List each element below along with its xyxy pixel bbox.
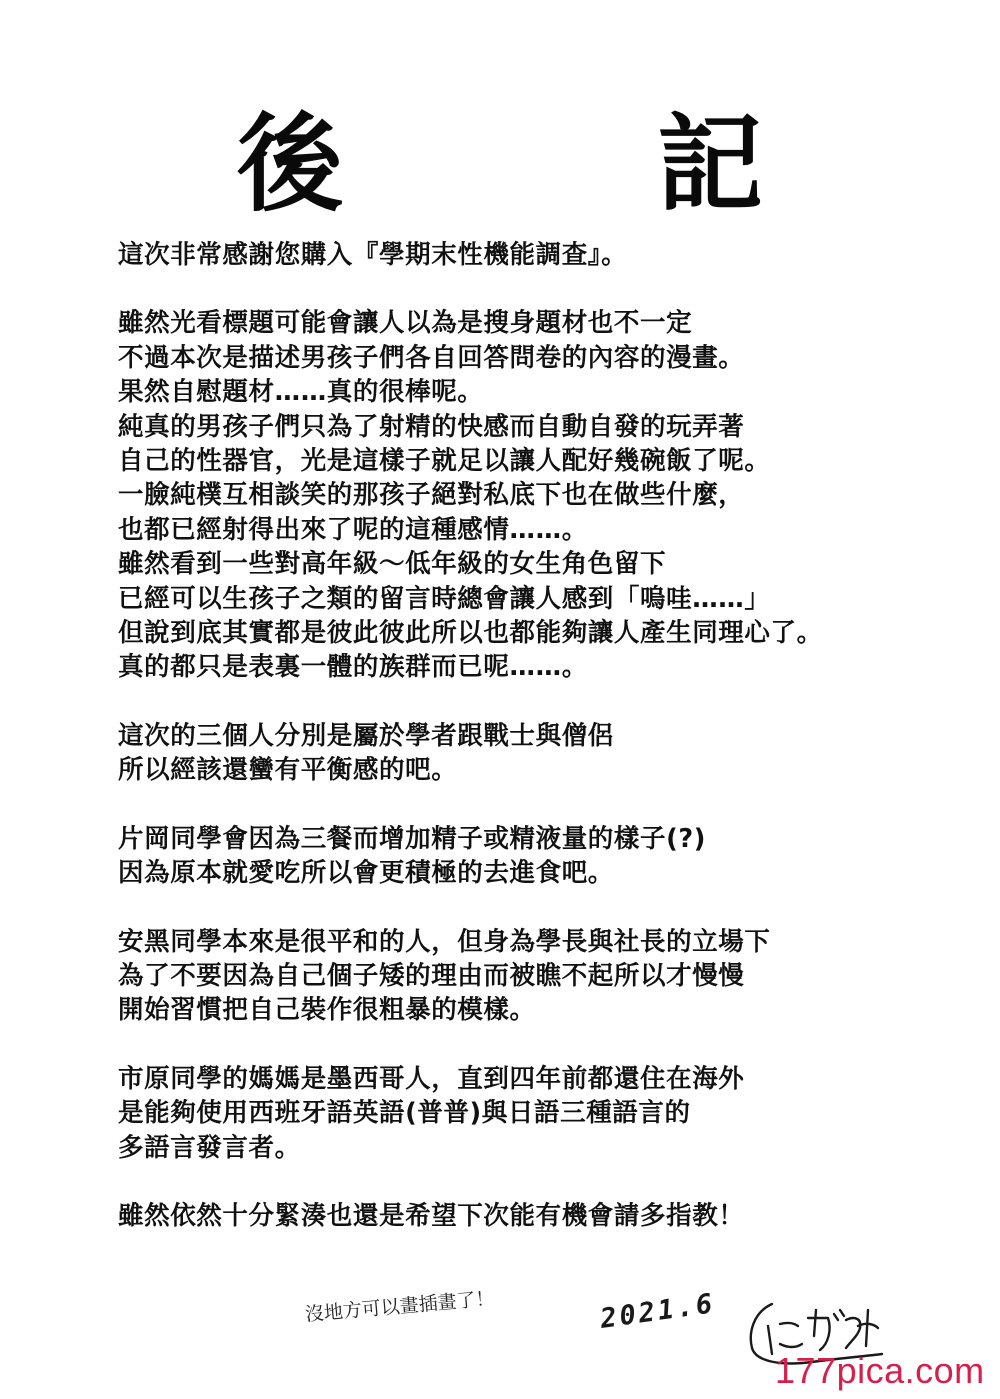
text-line: 一臉純樸互相談笑的那孩子絕對私底下也在做些什麼， <box>118 480 745 511</box>
text-line: 是能夠使用西班牙語英語(普普)與日語三種語言的 <box>118 1098 691 1129</box>
text-line: 已經可以生孩子之類的留言時總會讓人感到「嗚哇……」 <box>118 583 771 614</box>
text-line: 安黑同學本來是很平和的人，但身為學長與社長的立場下 <box>118 926 771 957</box>
paragraph <box>118 925 978 1028</box>
text-line: 真的都只是表裏一體的族群而已呢……。 <box>118 652 588 683</box>
text-line: 因為原本就愛吃所以會更積極的去進食吧。 <box>118 858 614 889</box>
paragraph <box>118 238 978 272</box>
text-line: 雖然光看標題可能會讓人以為是搜身題材也不一定 <box>118 308 693 339</box>
paragraph <box>118 719 978 788</box>
text-line: 片岡同學會因為三餐而增加精子或精液量的樣子(?) <box>118 823 707 854</box>
text-line: 開始習慣把自己裝作很粗暴的模樣。 <box>118 995 536 1026</box>
text-line: 雖然依然十分緊湊也還是希望下次能有機會請多指教！ <box>118 1200 745 1231</box>
text-line: 這次非常感謝您購入『學期末性機能調查』。 <box>118 240 628 270</box>
paragraph <box>118 1199 978 1233</box>
text-line: 自己的性器官，光是這樣子就足以讓人配好幾碗飯了呢。 <box>118 446 771 477</box>
text-line: 為了不要因為自己個子矮的理由而被瞧不起所以才慢慢 <box>118 960 745 991</box>
page-title: 後 記 <box>237 103 867 226</box>
text-line: 所以經該還蠻有平衡感的吧。 <box>118 755 458 786</box>
text-line: 市原同學的媽媽是墨西哥人，直到四年前都還住在海外 <box>118 1063 745 1094</box>
paragraph <box>118 822 978 891</box>
text-line: 不過本次是描述男孩子們各自回答問卷的內容的漫畫。 <box>118 342 745 373</box>
paragraph <box>118 306 978 684</box>
watermark-text: 177pica.com <box>775 1350 985 1391</box>
text-line: 但說到底其實都是彼此彼此所以也都能夠讓人產生同理心了。 <box>118 618 823 649</box>
text-line: 多語言發言者。 <box>118 1132 301 1163</box>
text-line: 純真的男孩子們只為了射精的快感而自動自發的玩弄著 <box>118 411 745 442</box>
text-line: 雖然看到一些對高年級～低年級的女生角色留下 <box>118 549 667 580</box>
handwritten-note: 沒地方可以畫插畫了！ <box>304 1287 496 1326</box>
text-line: 也都已經射得出來了呢的這種感情……。 <box>118 514 588 545</box>
handwritten-date: 2021.6 <box>598 1288 718 1335</box>
text-line: 這次的三個人分別是屬於學者跟戰士與僧侶 <box>118 720 614 751</box>
paragraph <box>118 1062 978 1165</box>
afterword-body <box>118 238 978 1267</box>
text-line: 果然自慰題材……真的很棒呢。 <box>118 377 484 408</box>
